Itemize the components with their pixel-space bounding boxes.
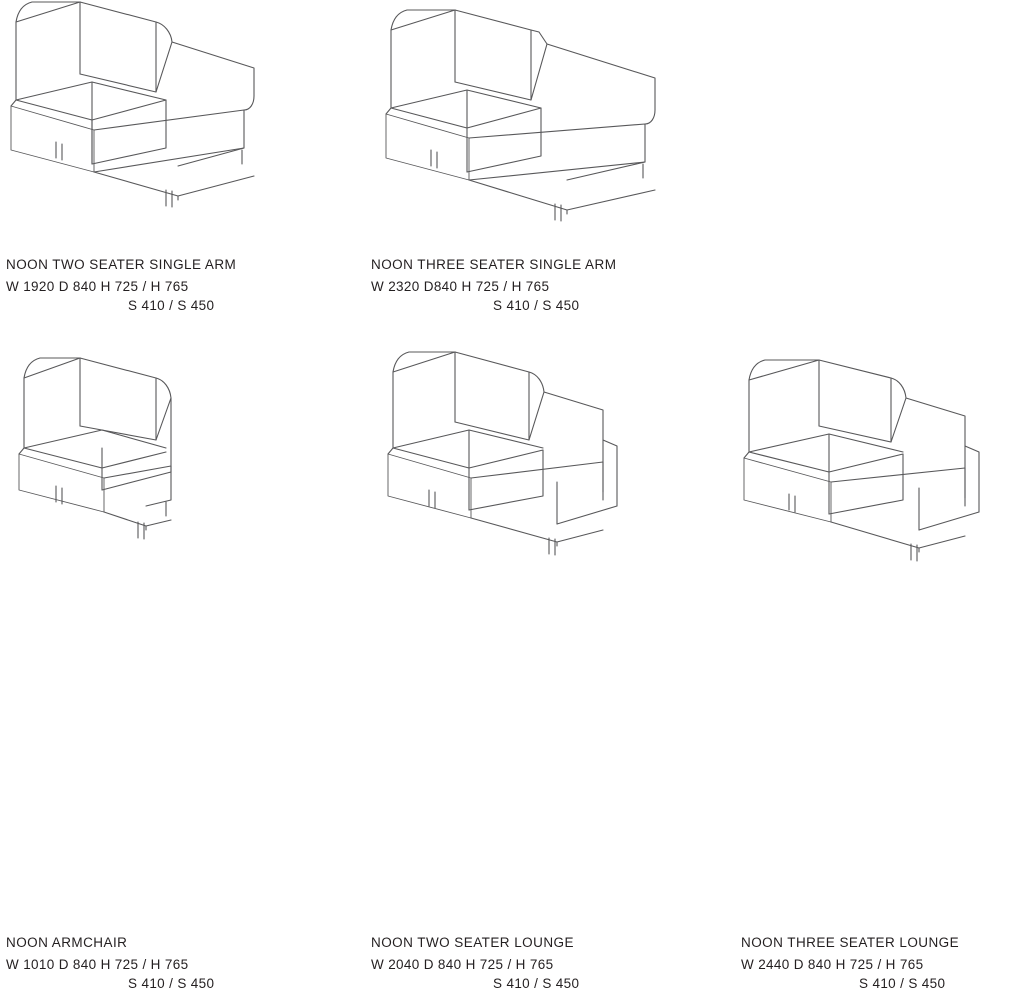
product-dimensions-secondary: S 410 / S 450	[128, 298, 215, 313]
product-title: NOON TWO SEATER SINGLE ARM	[6, 257, 237, 272]
caption-noon-three-seater-lounge	[741, 933, 959, 993]
sofa-three-seater-single-arm-icon	[371, 0, 691, 245]
product-noon-two-seater-single-arm	[6, 0, 306, 330]
product-dimensions-secondary: S 410 / S 450	[128, 976, 215, 991]
product-dimensions-primary: W 1920 D 840 H 725 / H 765	[6, 279, 189, 294]
product-noon-two-seater-lounge	[371, 340, 691, 991]
armchair-icon	[6, 340, 306, 580]
product-noon-three-seater-lounge	[741, 340, 1027, 991]
product-dimensions-secondary: S 410 / S 450	[859, 976, 946, 991]
product-dimensions-primary: W 2440 D 840 H 725 / H 765	[741, 957, 924, 972]
product-noon-three-seater-single-arm	[371, 0, 691, 330]
product-dimensions-secondary: S 410 / S 450	[493, 976, 580, 991]
caption-noon-two-seater-single-arm	[6, 255, 236, 315]
product-dimensions-primary: W 1010 D 840 H 725 / H 765	[6, 957, 189, 972]
product-dimensions-primary: W 2040 D 840 H 725 / H 765	[371, 957, 554, 972]
product-title: NOON THREE SEATER LOUNGE	[741, 935, 960, 950]
product-title: NOON ARMCHAIR	[6, 935, 128, 950]
product-title: NOON THREE SEATER SINGLE ARM	[371, 257, 617, 272]
product-noon-armchair	[6, 340, 306, 991]
product-dimensions-primary: W 2320 D840 H 725 / H 765	[371, 279, 550, 294]
caption-noon-two-seater-lounge	[371, 933, 579, 993]
caption-noon-armchair	[6, 933, 214, 993]
product-title: NOON TWO SEATER LOUNGE	[371, 935, 574, 950]
sofa-three-seater-lounge-icon	[741, 340, 1027, 585]
sofa-two-seater-single-arm-icon	[6, 0, 306, 240]
product-dimensions-secondary: S 410 / S 450	[493, 298, 580, 313]
sofa-two-seater-lounge-icon	[371, 340, 691, 585]
caption-noon-three-seater-single-arm	[371, 255, 616, 315]
